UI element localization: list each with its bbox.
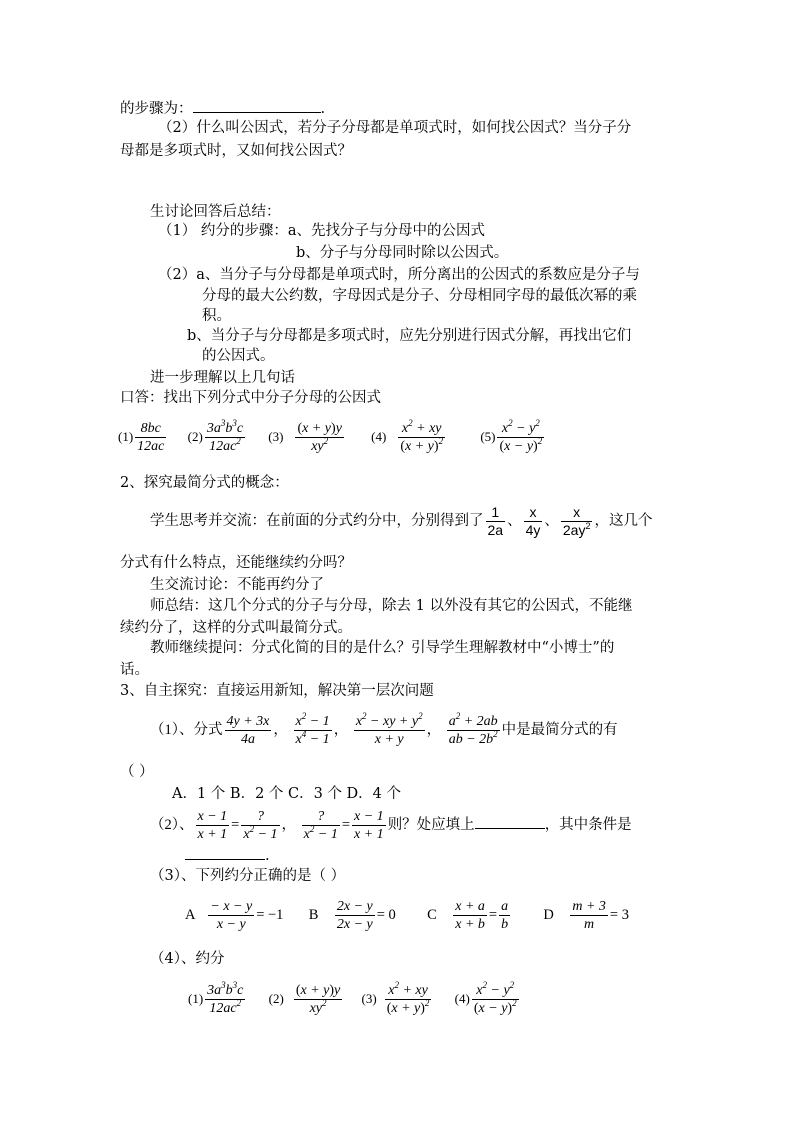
line-1: 的步骤为： .	[120, 101, 326, 117]
line-15: 2、探究最简分式的概念：	[120, 475, 289, 491]
line-11: 的公因式。	[202, 348, 275, 364]
line-20: 续约分了，这样的分式叫最简分式。	[120, 620, 352, 636]
fraction-row-1: (1) $\frac{8bc}{12ac}$ (2) $\frac{3a^3b^3c}{12ac^2}$ (3) $\frac{(x + y)y}{xy^2}$ (4) $\frac{x^2 + xy}{(x + y)^2}$ (5) $\frac{x^2 - y^2}{(x - y)^2}$	[118, 418, 543, 455]
answer-blank[interactable]	[193, 112, 321, 113]
line-9: 积。	[202, 308, 231, 324]
line-19: 师总结：这几个分式的分子与分母，除去 1 以外没有其它的公因式，不能继	[150, 598, 633, 614]
question-4: （4）、约分	[150, 951, 225, 967]
fill-blank-1[interactable]	[475, 828, 545, 829]
question-2: （2）、 $\frac{x - 1}{x + 1}$ = $\frac{?}{x^2 - 1}$ ， $\frac{?}{x^2 - 1}$ = $\frac{x - 1}{x + 1}$ 则？处应填上 ，其中条件是	[150, 809, 632, 843]
choices-1: A．1 个 B．2 个 C．3 个 D．4 个	[172, 786, 402, 802]
line-17: 分式有什么特点，还能继续约分吗？	[120, 555, 352, 571]
choices-3: A $\frac{- x - y}{x - y}$ = −1 B $\frac{2x - y}{2x - y}$ = 0 C $\frac{x + a}{x + b}$ = $\frac{a}{b}$ D $\frac{m + 3}{m}$ = 3	[185, 899, 629, 933]
line-16: 学生思考并交流：在前面的分式约分中，分别得到了 $\frac{1}{2a}$ 、 $\frac{x}{4y}$ 、 $\frac{x}{2ay^2}$ ，这几个	[150, 503, 653, 538]
line-8: 分母的最大公约数，字母因式是分子、分母相同字母的最低次幂的乘	[202, 288, 637, 304]
line-5: （1） 约分的步骤：a、先找分子与分母中的公因式	[158, 223, 485, 239]
line-18: 生交流讨论：不能再约分了	[150, 577, 324, 593]
question-3: （3）、下列约分正确的是（ ）	[150, 868, 346, 884]
line-28: .	[185, 846, 270, 866]
fraction-row-4: (1) $\frac{3a^3b^3c}{12ac^2}$ (2) $\frac{(x + y)y}{xy^2}$ (3) $\frac{x^2 + xy}{(x + y)^2}$ (4) $\frac{x^2 - y^2}{(x - y)^2}$	[188, 980, 517, 1017]
question-1: （1）、分式 $\frac{4y + 3x}{4a}$ ， $\frac{x^2 - 1}{x^4 - 1}$ ， $\frac{x^2 - xy + y^2}{x + y}$ ， $\frac{a^2 + 2ab}{ab - 2b^2}$ 中是最简分式的有	[150, 711, 618, 748]
line-10: b、当分子与分母都是多项式时，应先分别进行因式分解，再找出它们	[187, 328, 632, 344]
line-4: 生讨论回答后总结：	[150, 204, 281, 220]
line-25: （ ）	[120, 764, 154, 780]
line-22: 话。	[120, 662, 149, 678]
fill-blank-2[interactable]	[185, 859, 265, 860]
line-6: b、分子与分母同时除以公因式。	[296, 245, 509, 261]
line-12: 进一步理解以上几句话	[150, 370, 295, 386]
line-23: 3、自主探究：直接运用新知，解决第一层次问题	[120, 683, 434, 699]
line-3: 母都是多项式时，又如何找公因式？	[120, 143, 352, 159]
line-2: （2）什么叫公因式，若分子分母都是单项式时，如何找公因式？当分子分	[158, 120, 632, 136]
line-21: 教师继续提问：分式化简的目的是什么？引导学生理解教材中“小博士”的	[150, 640, 615, 656]
line-7: （2）a、当分子与分母都是单项式时，所分离出的公因式的系数应是分子与	[158, 267, 640, 283]
line-13: 口答：找出下列分式中分子分母的公因式	[120, 390, 381, 406]
